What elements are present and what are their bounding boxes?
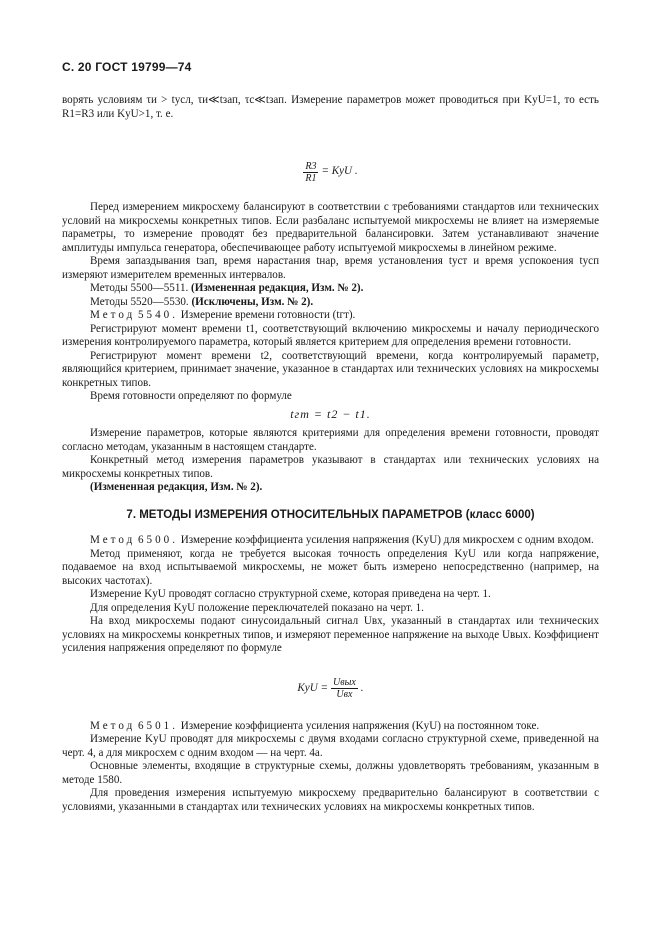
paragraph-6500-switches: Для определения KyU положение переключателей показано на черт. 1. — [90, 601, 424, 614]
methods-5520-text: Методы 5520—5530. — [90, 295, 192, 308]
methods-5500-line — [62, 282, 599, 296]
method-5540-text: Измерение времени готовности (tгт). — [180, 309, 356, 321]
paragraph-register-t1: Регистрируют момент времени t1, соответствующий включению микросхемы и началу периодического измерения контролируемого параметра, который является критерием для определения времени готовности. — [62, 322, 599, 348]
paragraph-register-t2: Регистрируют момент времени t2, соответствующий времени, когда контролируемый параметр, являющийся критерием, принимает значение, указанное в стандартах или технических условиях на микросхемы конкретных типов. — [62, 349, 599, 389]
formula-gain-numerator: Uвых — [333, 677, 356, 688]
method-6500-label: Метод — [90, 534, 136, 546]
method-5540-line — [62, 309, 599, 323]
paragraph-specific-method: Конкретный метод измерения параметров указывают в стандартах или технических условиях на микросхемы конкретных типов. — [62, 454, 599, 480]
paragraph-6500-input: На вход микросхемы подают синусоидальный сигнал Uвх, указанный в стандартах или технических условиях на микросхемы конкретных типов, и измеряют переменное напряжение на выходе Uвых. Коэффициент усиления напряжения определяют по формуле — [62, 615, 599, 654]
method-6501-line — [62, 720, 599, 734]
formula-gain-denominator: Uвх — [336, 689, 353, 700]
paragraph-criteria: Измерение параметров, которые являются критериями для определения времени готовности, проводят согласно методам, указанным в настоящем стандарте. — [62, 427, 599, 453]
formula-gain — [62, 666, 599, 712]
paragraph-6501-balance: Для проведения измерения испытуемую микросхему предварительно балансируют в соответствии с условиями, указанными в стандартах или технических условиях на микросхемы конкретных типов. — [62, 787, 599, 813]
formula-ratio-numerator: R3 — [305, 160, 317, 172]
formula-gain-tail: . — [360, 681, 364, 694]
method-5540-label: Метод — [90, 309, 136, 321]
paragraph-6500-apply: Метод применяют, когда не требуется высокая точность определения KyU или когда напряжение, подаваемое на вход испытываемой микросхемы, не может быть измерено непосредственно (например, на высоких частотах). — [62, 547, 599, 587]
document-body — [62, 94, 599, 814]
formula-ratio-denominator: R1 — [305, 172, 317, 184]
formula-ratio — [62, 151, 599, 193]
formula-ratio-rhs: = KyU . — [321, 165, 358, 178]
formula-readiness-time: tгт = t2 − t1. — [290, 406, 371, 421]
method-6501-label: Метод — [90, 719, 136, 732]
methods-5520-note: (Исключены, Изм. № 2). — [191, 295, 314, 308]
paragraph-formula-intro: Время готовности определяют по формуле — [90, 390, 292, 402]
method-6500-line — [62, 534, 599, 548]
method-5540-number: 5540. — [138, 309, 178, 321]
paragraph-intro-conditions: ворять условиям τи > tусл, τи≪tзап, τс≪tзап. Измерение параметров может проводиться при KyU=1, то есть R1=R3 или KyU>1, т. е. — [62, 94, 599, 120]
page-header: С. 20 ГОСТ 19799—74 — [62, 60, 192, 74]
paragraph-6501-elements: Основные элементы, входящие в структурные схемы, должны удовлетворять требованиям, указанным в методе 1580. — [62, 760, 599, 786]
formula-gain-lhs: KyU = — [297, 681, 329, 694]
paragraph-6501-scheme: Измерение KyU проводят для микросхемы с двумя входами согласно структурной схеме, приведенной на черт. 4, а для микросхем с одним входом — на черт. 4а. — [62, 733, 599, 759]
method-6501-number: 6501. — [138, 719, 178, 732]
methods-5500-text: Методы 5500—5511. — [90, 282, 192, 294]
method-6501-text: Измерение коэффициента усиления напряжения (KyU) на постоянном токе. — [180, 719, 540, 732]
method-6500-number: 6500. — [138, 534, 178, 546]
paragraph-time-intervals: Время запаздывания tзап, время нарастания tнар, время установления tуст и время успокоения tусп измеряют измерителем временных интервалов. — [62, 255, 599, 281]
methods-5520-line — [62, 296, 599, 310]
section-7-title: 7. МЕТОДЫ ИЗМЕРЕНИЯ ОТНОСИТЕЛЬНЫХ ПАРАМЕТРОВ (класс 6000) — [126, 508, 535, 521]
formula-ratio-fraction — [303, 161, 318, 184]
paragraph-6500-scheme: Измерение KyU проводят согласно структурной схеме, которая приведена на черт. 1. — [90, 588, 491, 600]
note-changed-edition: (Измененная редакция, Изм. № 2). — [90, 481, 263, 493]
method-6500-text: Измерение коэффициента усиления напряжения (KyU) для микросхем с одним входом. — [180, 534, 594, 546]
formula-gain-fraction — [331, 677, 358, 700]
methods-5500-note: (Измененная редакция, Изм. № 2). — [191, 282, 364, 294]
paragraph-balance: Перед измерением микросхему балансируют в соответствии с требованиями стандартов или технических условий на микросхемы конкретных типов. Если разбаланс испытуемой микросхемы не влияет на измеряемые параметры, то измерение проводят без предварительной балансировки. Затем устанавливают значение амплитуды импульса генератора, обеспечивающее работу испытуемой микросхемы в линейном режиме. — [62, 201, 599, 254]
